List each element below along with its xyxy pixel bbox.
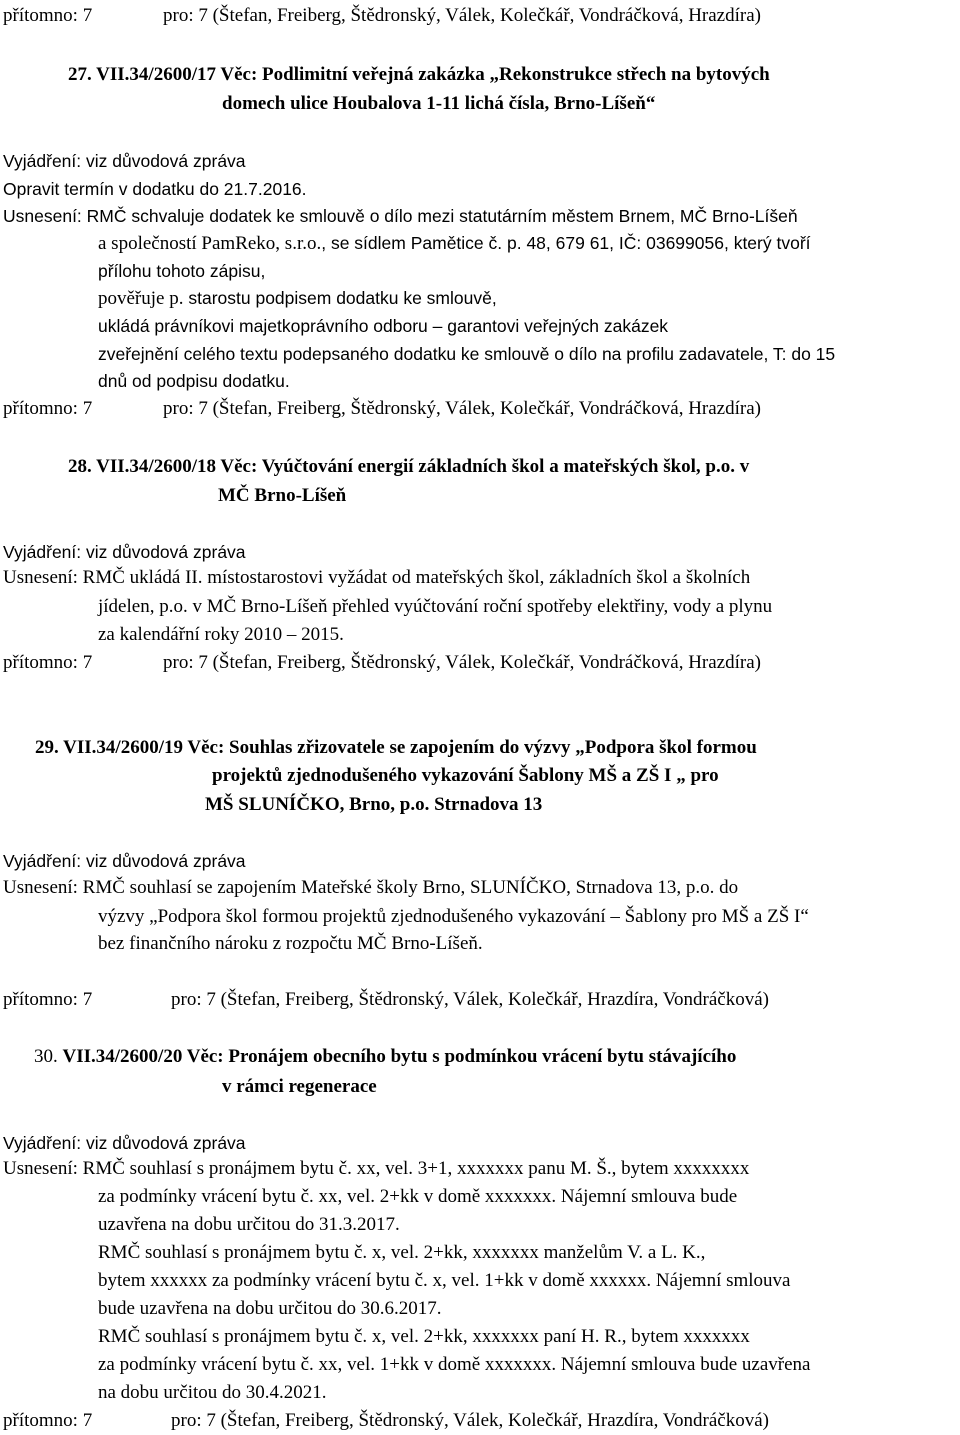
item28-heading-1: 28. VII.34/2600/18 Věc: Vyúčtování energií základních škol a mateřských škol, p.o. v <box>68 456 750 477</box>
item30-resolution-5: bytem xxxxxx za podmínky vrácení bytu č. x, vel. 1+kk v domě xxxxxx. Nájemní smlouva <box>98 1270 791 1291</box>
item30-statement: Vyjádření: viz důvodová zpráva <box>3 1133 246 1153</box>
item30-resolution-6: bude uzavřena na dobu určitou do 30.6.2017. <box>98 1298 442 1319</box>
item28-attendance: přítomno: 7 pro: 7 (Štefan, Freiberg, Štědronský, Válek, Kolečkář, Vondráčková, Hrazdíra) <box>3 652 761 673</box>
item27-resolution-3: přílohu tohoto zápisu, <box>98 261 266 281</box>
item27-resolution-2: a společností PamReko, s.r.o., se sídlem Pamětice č. p. 48, 679 61, IČ: 03699056, který tvoří <box>98 233 811 254</box>
item29-heading-3: MŠ SLUNÍČKO, Brno, p.o. Strnadova 13 <box>205 794 543 815</box>
item30-resolution-1: Usnesení: RMČ souhlasí s pronájmem bytu č. xx, vel. 3+1, xxxxxxx panu M. Š., bytem xxxxxxxx <box>3 1158 750 1179</box>
item27-attendance: přítomno: 7 pro: 7 (Štefan, Freiberg, Štědronský, Válek, Kolečkář, Vondráčková, Hrazdíra) <box>3 398 761 419</box>
item29-heading-2: projektů zjednodušeného vykazování Šablony MŠ a ZŠ I „ pro <box>212 765 719 786</box>
item28-resolution-2: jídelen, p.o. v MČ Brno-Líšeň přehled vyúčtování roční spotřeby elektřiny, vody a plynu <box>98 596 773 617</box>
item29-heading-1: 29. VII.34/2600/19 Věc: Souhlas zřizovatele se zapojením do výzvy „Podpora škol formou <box>35 737 757 758</box>
item27-resolution-4: pověřuje p. starostu podpisem dodatku ke smlouvě, <box>98 288 497 309</box>
item30-resolution-9: na dobu určitou do 30.4.2021. <box>98 1382 327 1403</box>
item30-resolution-8: za podmínky vrácení bytu č. xx, vel. 1+kk v domě xxxxxxx. Nájemní smlouva bude uzavřena <box>98 1354 811 1375</box>
item30-resolution-2: za podmínky vrácení bytu č. xx, vel. 2+kk v domě xxxxxxx. Nájemní smlouva bude <box>98 1186 738 1207</box>
item30-resolution-4: RMČ souhlasí s pronájmem bytu č. x, vel. 2+kk, xxxxxxx manželům V. a L. K., <box>98 1242 706 1263</box>
item29-statement: Vyjádření: viz důvodová zpráva <box>3 851 246 871</box>
item30-resolution-3: uzavřena na dobu určitou do 31.3.2017. <box>98 1214 400 1235</box>
item27-resolution-6: zveřejnění celého textu podepsaného dodatku ke smlouvě o dílo na profilu zadavatele, T: do 15 <box>98 344 836 364</box>
item28-resolution-1: Usnesení: RMČ ukládá II. místostarostovi vyžádat od mateřských škol, základních škol a školních <box>3 567 751 588</box>
item27-resolution-5: ukládá právníkovi majetkoprávního odboru – garantovi veřejných zakázek <box>98 316 669 336</box>
item29-resolution-1: Usnesení: RMČ souhlasí se zapojením Mateřské školy Brno, SLUNÍČKO, Strnadova 13, p.o. do <box>3 877 739 898</box>
item27-heading-2: domech ulice Houbalova 1-11 lichá čísla, Brno-Líšeň“ <box>222 93 656 114</box>
item30-heading-2: v rámci regenerace <box>222 1076 377 1097</box>
item28-heading-2: MČ Brno-Líšeň <box>218 485 347 506</box>
item28-resolution-3: za kalendářní roky 2010 – 2015. <box>98 624 344 645</box>
item28-statement: Vyjádření: viz důvodová zpráva <box>3 542 246 562</box>
item30-attendance: přítomno: 7 pro: 7 (Štefan, Freiberg, Štědronský, Válek, Kolečkář, Hrazdíra, Vondráčková) <box>3 1410 769 1431</box>
item29-resolution-3: bez finančního nároku z rozpočtu MČ Brno-Líšeň. <box>98 933 483 954</box>
item27-fix: Opravit termín v dodatku do 21.7.2016. <box>3 179 307 199</box>
attendance-line: přítomno: 7 pro: 7 (Štefan, Freiberg, Štědronský, Válek, Kolečkář, Vondráčková, Hrazdíra) <box>3 5 761 26</box>
item27-heading-1: 27. VII.34/2600/17 Věc: Podlimitní veřejná zakázka „Rekonstrukce střech na bytových <box>68 64 770 85</box>
item30-resolution-7: RMČ souhlasí s pronájmem bytu č. x, vel. 2+kk, xxxxxxx paní H. R., bytem xxxxxxx <box>98 1326 750 1347</box>
item29-resolution-2: výzvy „Podpora škol formou projektů zjednodušeného vykazování – Šablony pro MŠ a ZŠ I“ <box>98 906 809 927</box>
item27-resolution-1: Usnesení: RMČ schvaluje dodatek ke smlouvě o dílo mezi statutárním městem Brnem, MČ Brno-Líšeň <box>3 206 798 226</box>
item29-attendance: přítomno: 7 pro: 7 (Štefan, Freiberg, Štědronský, Válek, Kolečkář, Hrazdíra, Vondráčková) <box>3 989 769 1010</box>
item27-resolution-7: dnů od podpisu dodatku. <box>98 371 290 391</box>
item27-statement: Vyjádření: viz důvodová zpráva <box>3 151 246 171</box>
item30-heading-1: 30. VII.34/2600/20 Věc: Pronájem obecního bytu s podmínkou vrácení bytu stávajícího <box>34 1046 737 1067</box>
